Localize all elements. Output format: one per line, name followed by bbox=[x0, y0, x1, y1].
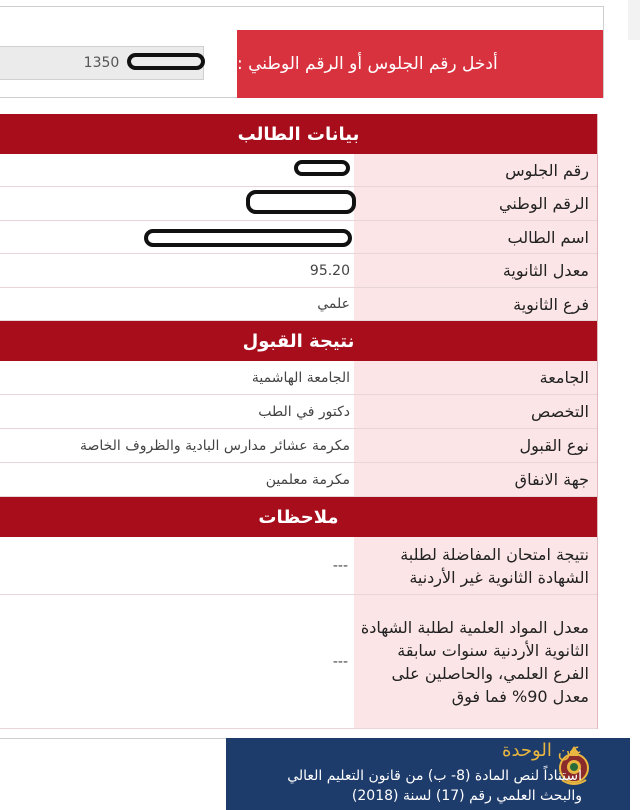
university-label: الجامعة bbox=[354, 361, 597, 394]
stream-label: فرع الثانوية bbox=[354, 288, 597, 320]
gpa-value: 95.20 bbox=[0, 254, 354, 287]
redaction-mark bbox=[294, 160, 350, 176]
seat-number-label: رقم الجلوس bbox=[354, 154, 597, 186]
major-value: دكتور في الطب bbox=[0, 395, 354, 428]
result-table bbox=[0, 114, 598, 729]
student-data-header: بيانات الطالب bbox=[0, 114, 597, 154]
gpa-label: معدل الثانوية bbox=[354, 254, 597, 287]
science-average-label: معدل المواد العلمية لطلبة الشهادة الثانوية الأردنية سنوات سابقة الفرع العلمي، والحاصلين على معدل 90% فما فوق bbox=[354, 595, 597, 728]
stream-value: علمي bbox=[0, 288, 354, 320]
table-row bbox=[0, 254, 597, 288]
table-row bbox=[0, 221, 597, 254]
student-name-label: اسم الطالب bbox=[354, 221, 597, 253]
table-row bbox=[0, 595, 597, 729]
table-row bbox=[0, 463, 597, 497]
major-label: التخصص bbox=[354, 395, 597, 428]
banner-title: عن الوحدة bbox=[502, 740, 582, 761]
table-row bbox=[0, 288, 597, 321]
seat-number-value bbox=[0, 154, 354, 186]
national-id-value bbox=[0, 187, 354, 220]
table-row bbox=[0, 154, 597, 187]
redaction-mark bbox=[144, 229, 352, 247]
redaction-mark bbox=[127, 53, 205, 70]
search-label: أدخل رقم الجلوس أو الرقم الوطني : bbox=[237, 30, 603, 98]
table-row bbox=[0, 429, 597, 463]
table-row bbox=[0, 361, 597, 395]
admission-type-value: مكرمة عشائر مدارس البادية والظروف الخاصة bbox=[0, 429, 354, 462]
banner-text: استناداً لنص المادة (8- ب) من قانون التعليم العالي والبحث العلمي رقم (17) لسنة (2018) bbox=[287, 768, 582, 804]
notes-header: ملاحظات bbox=[0, 497, 597, 537]
admission-result-header: نتيجة القبول bbox=[0, 321, 597, 361]
non-jordanian-exam-label: نتيجة امتحان المفاضلة لطلبة الشهادة الثانوية غير الأردنية bbox=[354, 537, 597, 594]
table-row bbox=[0, 187, 597, 221]
admission-type-label: نوع القبول bbox=[354, 429, 597, 462]
funding-source-label: جهة الانفاق bbox=[354, 463, 597, 496]
divider bbox=[0, 738, 226, 739]
table-row bbox=[0, 537, 597, 595]
search-input[interactable]: 1350 bbox=[0, 46, 204, 80]
redaction-mark bbox=[246, 190, 356, 214]
table-row bbox=[0, 395, 597, 429]
science-average-value: --- bbox=[0, 595, 354, 728]
non-jordanian-exam-value: --- bbox=[0, 537, 354, 594]
national-id-label: الرقم الوطني bbox=[354, 187, 597, 220]
right-edge-strip bbox=[628, 0, 640, 40]
university-value: الجامعة الهاشمية bbox=[0, 361, 354, 394]
about-unit-banner[interactable] bbox=[226, 738, 630, 810]
funding-source-value: مكرمة معلمين bbox=[0, 463, 354, 496]
student-name-value bbox=[0, 221, 354, 253]
